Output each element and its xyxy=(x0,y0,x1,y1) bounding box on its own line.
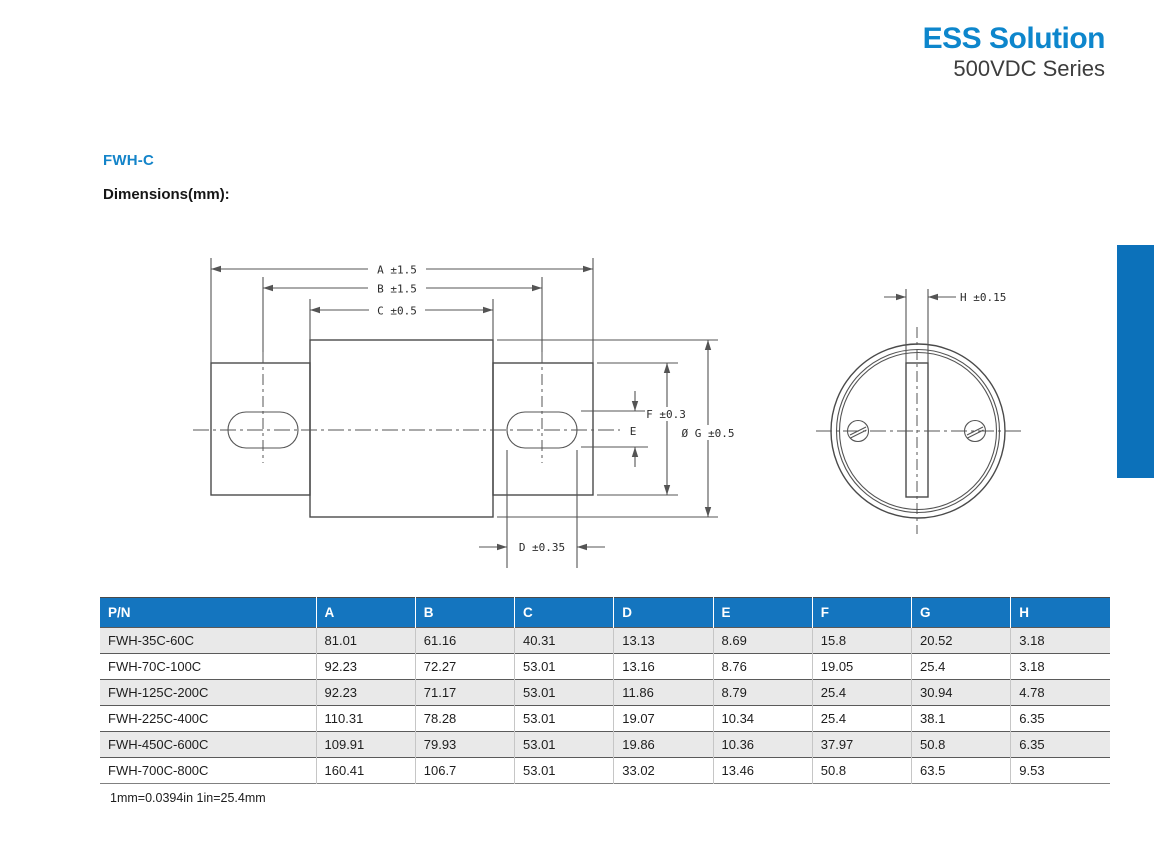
dimension-value-cell: 53.01 xyxy=(515,680,614,706)
dimension-value-cell: 6.35 xyxy=(1011,706,1110,732)
dimension-value-cell: 71.17 xyxy=(415,680,514,706)
dimension-value-cell: 37.97 xyxy=(812,732,911,758)
column-header-g: G xyxy=(912,598,1011,628)
table-header xyxy=(100,598,1110,628)
dimension-value-cell: 53.01 xyxy=(515,758,614,784)
column-header-a: A xyxy=(316,598,415,628)
dimension-value-cell: 63.5 xyxy=(912,758,1011,784)
dim-d xyxy=(479,450,605,568)
dimension-value-cell: 13.16 xyxy=(614,654,713,680)
column-header-f: F xyxy=(812,598,911,628)
column-header-h: H xyxy=(1011,598,1110,628)
dimension-value-cell: 53.01 xyxy=(515,706,614,732)
part-number-cell: FWH-70C-100C xyxy=(100,654,316,680)
dimension-value-cell: 53.01 xyxy=(515,732,614,758)
dimension-value-cell: 33.02 xyxy=(614,758,713,784)
dimension-value-cell: 50.8 xyxy=(812,758,911,784)
dimension-value-cell: 38.1 xyxy=(912,706,1011,732)
dimension-value-cell: 10.34 xyxy=(713,706,812,732)
part-number-cell: FWH-35C-60C xyxy=(100,628,316,654)
fuse-end-view xyxy=(816,289,1021,534)
dim-g xyxy=(497,340,737,517)
dim-label-d: D ±0.35 xyxy=(518,541,566,554)
dim-b xyxy=(263,281,542,296)
dimension-value-cell: 19.05 xyxy=(812,654,911,680)
dim-label-a: A ±1.5 xyxy=(377,263,417,277)
dim-label-e: E xyxy=(629,425,637,438)
dim-a xyxy=(211,262,593,277)
dimension-value-cell: 109.91 xyxy=(316,732,415,758)
dimension-value-cell: 160.41 xyxy=(316,758,415,784)
dimension-value-cell: 20.52 xyxy=(912,628,1011,654)
dimension-value-cell: 13.46 xyxy=(713,758,812,784)
unit-conversion-note: 1mm=0.0394in 1in=25.4mm xyxy=(110,791,266,805)
dimension-value-cell: 106.7 xyxy=(415,758,514,784)
dimension-value-cell: 8.76 xyxy=(713,654,812,680)
dim-label-h: H ±0.15 xyxy=(960,291,1007,304)
brand-title: ESS Solution xyxy=(922,22,1105,55)
dimension-value-cell: 110.31 xyxy=(316,706,415,732)
fuse-side-view xyxy=(193,258,737,568)
dimension-value-cell: 61.16 xyxy=(415,628,514,654)
column-header-d: D xyxy=(614,598,713,628)
section-title: FWH-C xyxy=(103,152,154,169)
dimension-value-cell: 25.4 xyxy=(812,706,911,732)
dim-e xyxy=(630,391,639,467)
dimension-value-cell: 53.01 xyxy=(515,654,614,680)
dimension-value-cell: 72.27 xyxy=(415,654,514,680)
dimension-value-cell: 40.31 xyxy=(515,628,614,654)
dimension-value-cell: 11.86 xyxy=(614,680,713,706)
dimension-value-cell: 10.36 xyxy=(713,732,812,758)
part-number-cell: FWH-125C-200C xyxy=(100,680,316,706)
dimension-value-cell: 78.28 xyxy=(415,706,514,732)
part-number-cell: FWH-225C-400C xyxy=(100,706,316,732)
part-number-cell: FWH-700C-800C xyxy=(100,758,316,784)
dimension-value-cell: 30.94 xyxy=(912,680,1011,706)
dimension-value-cell: 3.18 xyxy=(1011,654,1110,680)
dim-label-b: B ±1.5 xyxy=(377,282,417,296)
dimensions-table xyxy=(100,597,1110,784)
dimension-value-cell: 15.8 xyxy=(812,628,911,654)
page-edge-accent-bar xyxy=(1117,245,1154,478)
dimension-value-cell: 79.93 xyxy=(415,732,514,758)
dimensions-label: Dimensions(mm): xyxy=(103,186,230,203)
table-row xyxy=(100,680,1110,706)
dimension-value-cell: 3.18 xyxy=(1011,628,1110,654)
table-row xyxy=(100,732,1110,758)
part-number-cell: FWH-450C-600C xyxy=(100,732,316,758)
dimension-value-cell: 4.78 xyxy=(1011,680,1110,706)
dimension-value-cell: 92.23 xyxy=(316,680,415,706)
dimension-value-cell: 19.07 xyxy=(614,706,713,732)
dimension-value-cell: 81.01 xyxy=(316,628,415,654)
column-header-e: E xyxy=(713,598,812,628)
table-row xyxy=(100,654,1110,680)
technical-drawing xyxy=(150,235,1050,590)
dim-c xyxy=(310,303,493,318)
table-body xyxy=(100,628,1110,784)
dimension-value-cell: 6.35 xyxy=(1011,732,1110,758)
series-subtitle: 500VDC Series xyxy=(953,56,1105,81)
dimension-value-cell: 9.53 xyxy=(1011,758,1110,784)
table-row xyxy=(100,628,1110,654)
dim-label-g: Ø G ±0.5 xyxy=(681,427,735,440)
dim-h xyxy=(884,289,1006,363)
header xyxy=(923,22,1105,82)
dimension-value-cell: 8.69 xyxy=(713,628,812,654)
dimension-value-cell: 25.4 xyxy=(912,654,1011,680)
dim-label-f: F ±0.3 xyxy=(646,408,686,421)
column-header-b: B xyxy=(415,598,514,628)
table-row xyxy=(100,758,1110,784)
dimension-value-cell: 13.13 xyxy=(614,628,713,654)
dimension-value-cell: 19.86 xyxy=(614,732,713,758)
dim-label-c: C ±0.5 xyxy=(377,304,417,318)
dimension-value-cell: 50.8 xyxy=(912,732,1011,758)
column-header-c: C xyxy=(515,598,614,628)
dimension-value-cell: 92.23 xyxy=(316,654,415,680)
table-row xyxy=(100,706,1110,732)
dimension-value-cell: 8.79 xyxy=(713,680,812,706)
dimension-value-cell: 25.4 xyxy=(812,680,911,706)
column-header-pn: P/N xyxy=(100,598,316,628)
